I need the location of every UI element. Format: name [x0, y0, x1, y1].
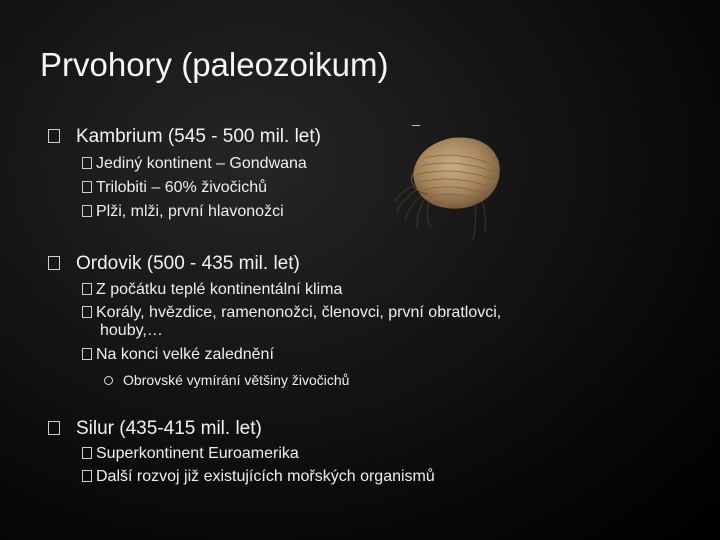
sub-list-item-text: Obrovské vymírání většiny živočichů — [123, 372, 350, 388]
bullet-icon — [82, 306, 92, 318]
bullet-icon — [48, 256, 60, 270]
bullet-icon — [82, 447, 92, 459]
list-item-text: Z počátku teplé kontinentální klima — [96, 281, 343, 298]
section-heading-text: Kambrium (545 - 500 mil. let) — [76, 126, 321, 147]
image-frame-mark — [412, 125, 420, 126]
sub-list-item — [104, 372, 349, 388]
list-item-text: Superkontinent Euroamerika — [96, 445, 299, 462]
bullet-icon — [82, 348, 92, 360]
list-item-text: Trilobiti – 60% živočichů — [96, 179, 268, 196]
list-item-text: Plži, mlži, první hlavonožci — [96, 203, 284, 220]
bullet-icon — [82, 157, 92, 169]
trilobite-fossil-image — [395, 128, 505, 246]
list-item-text: Další rozvoj již existujících mořských organismů — [96, 468, 435, 485]
list-item — [82, 203, 284, 221]
section-heading-kambrium — [48, 126, 321, 148]
section-heading-text: Ordovik (500 - 435 mil. let) — [76, 253, 300, 274]
list-item — [82, 281, 342, 299]
bullet-icon — [82, 181, 92, 193]
list-item — [82, 155, 307, 173]
bullet-icon — [82, 470, 92, 482]
bullet-icon — [48, 129, 60, 143]
list-item-text: Korály, hvězdice, ramenonožci, členovci, první obratlovci, — [96, 304, 502, 321]
bullet-icon — [82, 205, 92, 217]
section-heading-ordovik — [48, 253, 300, 275]
bullet-icon — [82, 283, 92, 295]
bullet-icon — [48, 421, 60, 435]
list-item — [82, 468, 435, 486]
list-item-text: Jediný kontinent – Gondwana — [96, 155, 307, 172]
circle-bullet-icon — [104, 376, 113, 385]
list-item — [82, 304, 642, 340]
list-item — [82, 346, 274, 364]
list-item-text: Na konci velké zalednění — [96, 346, 274, 363]
section-heading-text: Silur (435-415 mil. let) — [76, 418, 262, 439]
list-item-continuation: houby,… — [100, 322, 163, 339]
section-heading-silur — [48, 418, 262, 440]
slide-title: Prvohory (paleozoikum) — [40, 46, 389, 83]
list-item — [82, 445, 299, 463]
list-item — [82, 179, 267, 197]
